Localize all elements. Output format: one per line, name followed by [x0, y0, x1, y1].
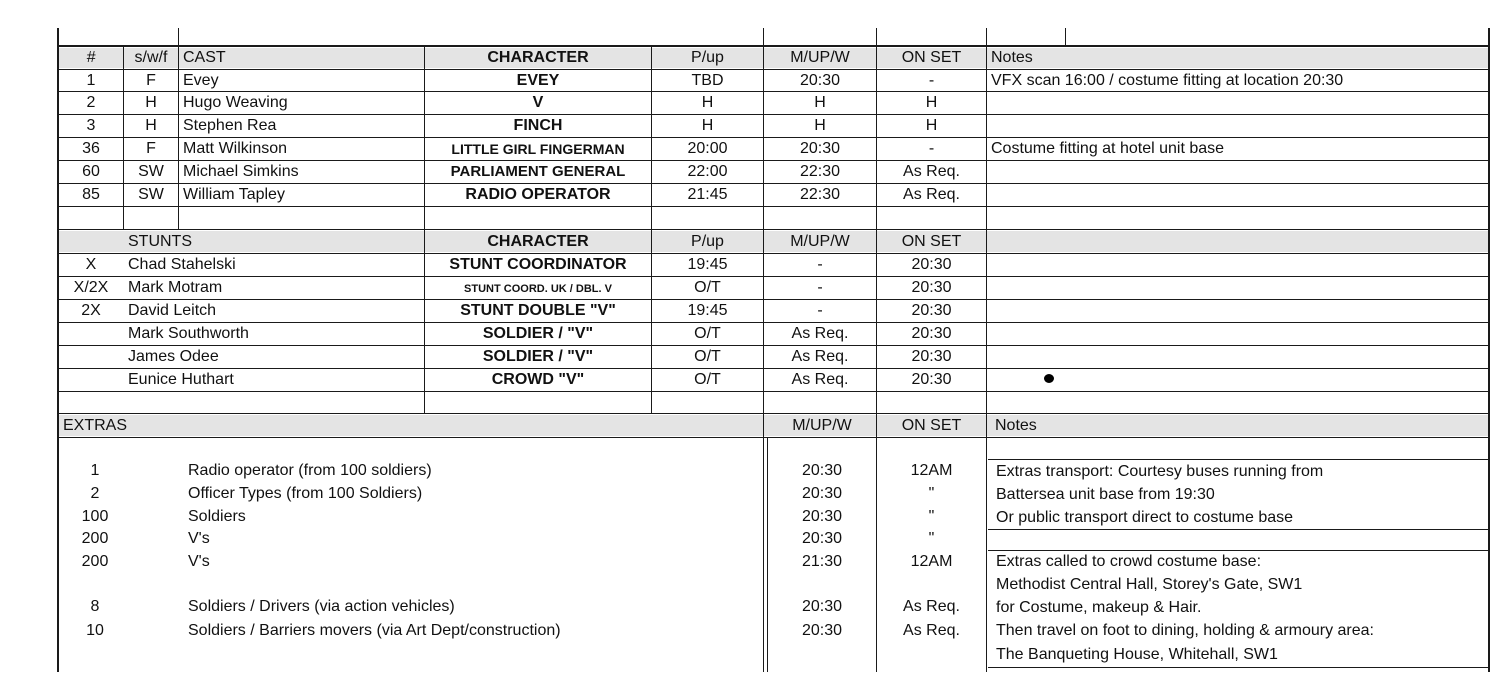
cast-onset: As Req.: [903, 163, 960, 180]
rule: [57, 229, 1489, 230]
rule: [57, 69, 1489, 70]
rule: [57, 160, 1489, 161]
extra-mupw: 20:30: [801, 598, 843, 615]
rule: [57, 391, 1489, 392]
cast-swf: H: [145, 94, 157, 111]
extra-mupw: 21:30: [801, 553, 843, 570]
rule: [57, 437, 1489, 438]
cast-character: LITTLE GIRL FINGERMAN: [451, 141, 625, 157]
stunt-name: Mark Motram: [128, 279, 223, 296]
extras-header-mupw: M/UP/W: [792, 417, 852, 434]
cast-character: V: [532, 94, 544, 111]
cast-name: Michael Simkins: [183, 163, 299, 180]
cast-num: 3: [86, 117, 96, 134]
cast-name: Evey: [183, 72, 219, 89]
stunt-pup: O/T: [694, 348, 721, 365]
cast-onset: H: [925, 94, 938, 111]
extra-qty: 8: [90, 598, 100, 615]
extra-desc: Soldiers: [188, 508, 246, 525]
stunt-onset: 20:30: [911, 348, 952, 365]
stunt-pup: 19:45: [687, 302, 728, 319]
stunt-name: David Leitch: [128, 302, 217, 319]
cast-name: William Tapley: [183, 186, 285, 203]
cast-onset: As Req.: [903, 186, 960, 203]
rule: [57, 137, 1489, 138]
stunt-mupw: As Req.: [791, 325, 849, 342]
header-swf: s/w/f: [134, 49, 168, 66]
extra-qty: 200: [81, 553, 109, 570]
stunt-onset: 20:30: [911, 279, 952, 296]
cast-num: 85: [82, 186, 100, 203]
cast-onset: H: [925, 117, 938, 134]
extra-desc: V's: [188, 530, 210, 547]
cast-num: 1: [86, 72, 96, 89]
stunt-onset: 20:30: [911, 302, 952, 319]
extra-qty: 1: [90, 462, 100, 479]
extras-note-line: Or public transport direct to costume base: [996, 509, 1294, 526]
rule: [57, 276, 1489, 277]
extras-note-line: Then travel on foot to dining, holding & armoury area:: [996, 622, 1374, 639]
header-cast: CAST: [183, 49, 226, 66]
stunts-title: STUNTS: [128, 233, 192, 250]
stunt-code: X: [85, 256, 97, 273]
extras-note-line: Methodist Central Hall, Storey's Gate, SW1: [996, 576, 1303, 593]
extra-mupw: 20:30: [801, 462, 843, 479]
cast-pup: TBD: [691, 72, 724, 89]
rule: [988, 667, 1489, 668]
extras-note-line: Extras transport: Courtesy buses running from: [996, 463, 1324, 480]
rule: [988, 550, 1489, 551]
extra-desc: Soldiers / Drivers (via action vehicles): [188, 598, 455, 615]
cast-swf: F: [146, 72, 156, 89]
extra-mupw: 20:30: [801, 485, 843, 502]
stunt-onset: 20:30: [911, 371, 952, 388]
cast-name: Matt Wilkinson: [183, 140, 288, 157]
rule: [57, 45, 1489, 47]
stunt-onset: 20:30: [911, 325, 952, 342]
stunt-pup: 19:45: [687, 256, 728, 273]
stunt-code: X/2X: [73, 279, 109, 296]
cast-num: 2: [86, 94, 96, 111]
rule: [988, 529, 1489, 530]
cast-swf: F: [146, 140, 156, 157]
extra-qty: 200: [81, 530, 109, 547]
header-pup: P/up: [691, 49, 724, 66]
header-notes: Notes: [991, 49, 1033, 66]
stunt-character: SOLDIER / "V": [482, 325, 594, 342]
extra-onset: As Req.: [903, 622, 960, 639]
cast-character: RADIO OPERATOR: [465, 186, 611, 203]
stunt-mupw: As Req.: [791, 348, 849, 365]
rule: [57, 368, 1489, 369]
cast-mupw: 20:30: [799, 72, 841, 89]
stunt-pup: O/T: [694, 279, 721, 296]
stunt-character: STUNT DOUBLE "V": [460, 302, 616, 319]
extra-onset: ": [928, 530, 935, 547]
extra-onset: 12AM: [910, 462, 953, 479]
cast-character: FINCH: [513, 117, 563, 134]
extras-note-line: for Costume, makeup & Hair.: [996, 599, 1202, 616]
extra-qty: 10: [86, 622, 104, 639]
stunt-name: Eunice Huthart: [128, 371, 234, 388]
cast-onset: -: [928, 72, 935, 89]
cast-notes: VFX scan 16:00 / costume fitting at location 20:30: [991, 72, 1344, 89]
cast-character: PARLIAMENT GENERAL: [450, 163, 626, 180]
cast-swf: SW: [138, 186, 164, 203]
stunt-name: Mark Southworth: [128, 325, 249, 342]
stunt-pup: O/T: [694, 371, 721, 388]
cast-pup: H: [701, 117, 714, 134]
cast-mupw: 20:30: [799, 140, 841, 157]
extra-desc: V's: [188, 553, 210, 570]
cast-swf: SW: [138, 163, 164, 180]
stunt-code: 2X: [81, 302, 101, 319]
rule: [57, 253, 1489, 254]
extra-desc: Radio operator (from 100 soldiers): [188, 462, 432, 479]
stunt-mupw: -: [817, 279, 823, 296]
stunt-mupw: -: [817, 302, 823, 319]
vrule: [986, 28, 987, 672]
stunt-character: CROWD "V": [491, 371, 585, 388]
cast-mupw: H: [814, 117, 826, 134]
extra-onset: ": [928, 485, 935, 502]
header-onset: ON SET: [901, 49, 962, 66]
cast-num: 60: [82, 163, 100, 180]
extras-note-line: Extras called to crowd costume base:: [996, 553, 1262, 570]
extra-mupw: 20:30: [801, 530, 843, 547]
cast-mupw: 22:30: [799, 163, 841, 180]
rule: [57, 114, 1489, 115]
cast-name: Stephen Rea: [183, 117, 277, 134]
cast-notes: Costume fitting at hotel unit base: [991, 140, 1225, 157]
vrule: [1065, 28, 1066, 45]
header-character: CHARACTER: [487, 49, 589, 66]
stunt-character: SOLDIER / "V": [482, 348, 594, 365]
cast-name: Hugo Weaving: [183, 94, 288, 111]
stunt-pup: O/T: [694, 325, 721, 342]
rule: [57, 91, 1489, 92]
stunt-character: STUNT COORDINATOR: [449, 256, 627, 273]
cast-character: EVEY: [516, 72, 560, 89]
rule: [57, 322, 1489, 323]
cast-mupw: 22:30: [799, 186, 841, 203]
stunt-mupw: -: [817, 256, 823, 273]
extra-qty: 100: [81, 508, 109, 525]
stunts-header-mupw: M/UP/W: [790, 233, 850, 250]
rule: [57, 206, 1489, 207]
vrule: [178, 28, 179, 229]
header-mupw: M/UP/W: [790, 49, 850, 66]
cast-num: 36: [82, 140, 100, 157]
stunts-header-pup: P/up: [691, 233, 724, 250]
extras-note-line: The Banqueting House, Whitehall, SW1: [996, 646, 1278, 663]
extras-title: EXTRAS: [63, 417, 128, 434]
extra-onset: As Req.: [903, 598, 960, 615]
rule: [988, 459, 1489, 460]
stunt-onset: 20:30: [911, 256, 952, 273]
rule: [57, 413, 1489, 414]
extra-desc: Soldiers / Barriers movers (via Art Dept/construction): [188, 622, 561, 639]
stunt-mupw: As Req.: [791, 371, 849, 388]
stunt-name: Chad Stahelski: [128, 256, 236, 273]
stunts-header-character: CHARACTER: [487, 233, 589, 250]
cast-swf: H: [145, 117, 157, 134]
extras-note-line: Battersea unit base from 19:30: [996, 486, 1215, 503]
extra-onset: ": [928, 508, 935, 525]
stunt-character: STUNT COORD. UK / DBL. V: [464, 283, 612, 295]
vrule: [1488, 28, 1490, 672]
cast-onset: -: [928, 140, 935, 157]
extra-desc: Officer Types (from 100 Soldiers): [188, 485, 423, 502]
extras-header-notes: Notes: [995, 417, 1037, 434]
extra-onset: 12AM: [910, 553, 953, 570]
cast-pup: H: [701, 94, 714, 111]
extra-qty: 2: [90, 485, 100, 502]
stunt-name: James Odee: [128, 348, 219, 365]
stunts-header-onset: ON SET: [901, 233, 962, 250]
extra-mupw: 20:30: [801, 622, 843, 639]
rule: [57, 345, 1489, 346]
rule: [57, 183, 1489, 184]
rule: [57, 299, 1489, 300]
ink-dot: [1044, 374, 1054, 383]
header-num: #: [86, 49, 96, 66]
cast-pup: 20:00: [687, 140, 728, 157]
cast-pup: 21:45: [687, 186, 728, 203]
extra-mupw: 20:30: [801, 508, 843, 525]
extras-header-onset: ON SET: [901, 417, 962, 434]
cast-pup: 22:00: [687, 163, 728, 180]
cast-mupw: H: [814, 94, 826, 111]
